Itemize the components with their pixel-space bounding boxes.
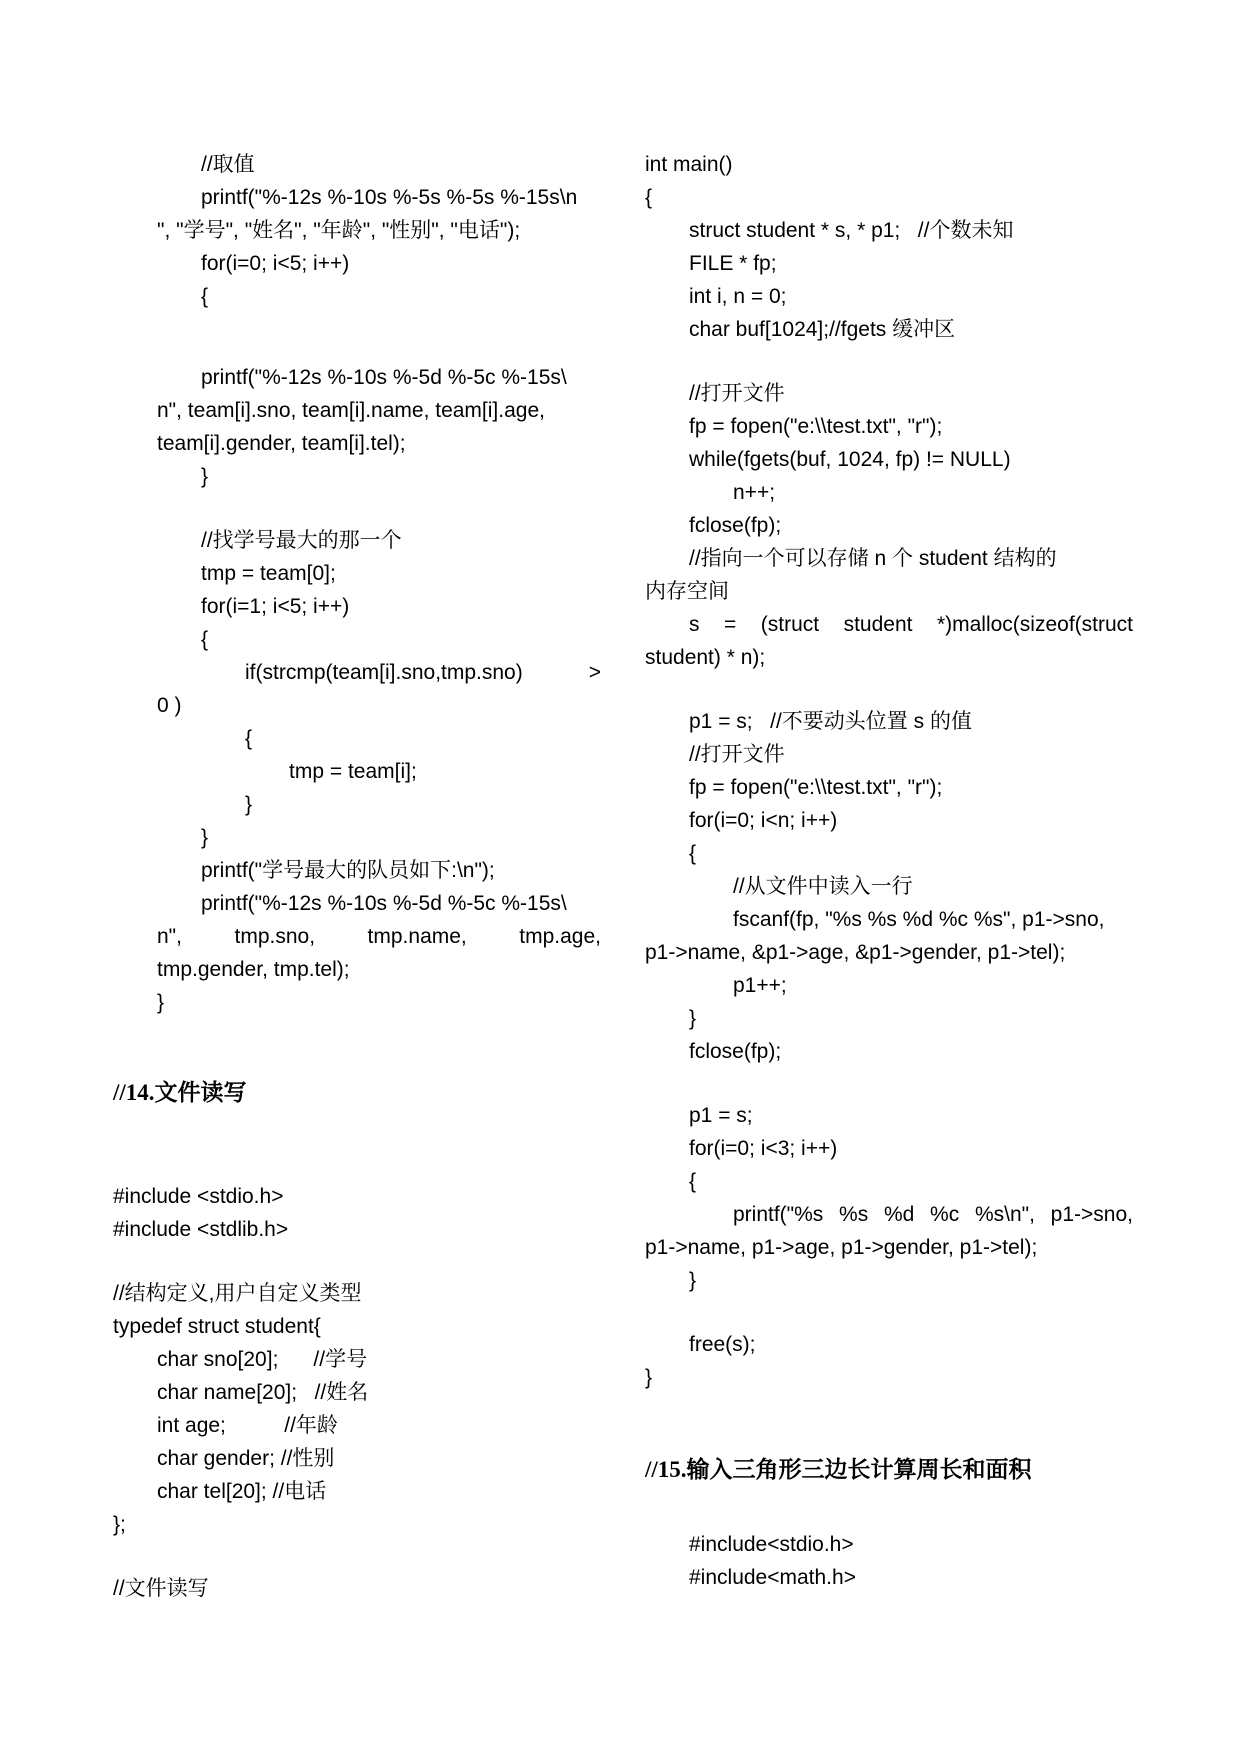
code-line: for(i=0; i<5; i++) [201, 252, 350, 275]
code-line: team[i].gender, team[i].tel); [157, 432, 406, 455]
code-line: } [245, 793, 253, 816]
code-line: fclose(fp); [689, 1040, 782, 1063]
code-line: #include<math.h> [689, 1566, 856, 1589]
code-line: if(strcmp(team[i].sno,tmp.sno) > [245, 661, 601, 684]
code-line: } [201, 465, 209, 488]
code-line: } [689, 1269, 697, 1292]
code-line: char tel[20]; //电话 [157, 1480, 327, 1503]
code-line: printf("%s %s %d %c %s\n", p1->sno, [733, 1203, 1133, 1226]
code-line: fp = fopen("e:\\test.txt", "r"); [689, 776, 943, 799]
code-line: }; [113, 1513, 126, 1536]
code-line: int i, n = 0; [689, 285, 787, 308]
code-line: //打开文件 [689, 382, 785, 405]
code-line: { [201, 285, 209, 308]
code-line: typedef struct student{ [113, 1315, 321, 1338]
code-line: //结构定义,用户自定义类型 [113, 1282, 362, 1305]
code-line: { [201, 628, 209, 651]
code-line: #include <stdio.h> [113, 1185, 284, 1208]
code-line: tmp = team[0]; [201, 562, 336, 585]
code-line: printf("学号最大的队员如下:\n"); [201, 859, 495, 882]
code-line: //取值 [201, 153, 255, 176]
code-line: int main() [645, 153, 733, 176]
code-line: p1->name, &p1->age, &p1->gender, p1->tel); [645, 941, 1066, 964]
code-line: p1->name, p1->age, p1->gender, p1->tel); [645, 1236, 1038, 1259]
code-line: } [645, 1366, 653, 1389]
code-line: 0 ) [157, 694, 182, 717]
code-line: { [689, 842, 697, 865]
code-line: n++; [733, 481, 776, 504]
code-line: char name[20]; //姓名 [157, 1381, 369, 1404]
code-line: int age; //年龄 [157, 1414, 338, 1437]
code-line: #include<stdio.h> [689, 1533, 854, 1556]
code-line: free(s); [689, 1333, 756, 1356]
code-line: fclose(fp); [689, 514, 782, 537]
code-line: //从文件中读入一行 [733, 875, 913, 898]
code-line: p1 = s; [689, 1104, 753, 1127]
section-heading: //14.文件读写 [113, 1080, 247, 1105]
code-line: 内存空间 [645, 580, 729, 603]
code-line: //找学号最大的那一个 [201, 529, 402, 552]
code-line: { [245, 727, 253, 750]
code-line: char gender; //性别 [157, 1447, 335, 1470]
code-line: printf("%-12s %-10s %-5d %-5c %-15s\ [201, 892, 567, 915]
code-line: } [689, 1007, 697, 1030]
code-line: char sno[20]; //学号 [157, 1348, 368, 1371]
code-line: p1++; [733, 974, 787, 997]
code-line: for(i=0; i<3; i++) [689, 1137, 838, 1160]
code-line: student) * n); [645, 646, 766, 669]
code-line: printf("%-12s %-10s %-5d %-5c %-15s\ [201, 366, 567, 389]
code-line: n", tmp.sno, tmp.name, tmp.age, [157, 925, 601, 948]
section-heading: //15.输入三角形三边长计算周长和面积 [645, 1457, 1032, 1482]
code-line: struct student * s, * p1; //个数未知 [689, 219, 1014, 242]
code-line: char buf[1024];//fgets 缓冲区 [689, 318, 956, 341]
code-line: for(i=0; i<n; i++) [689, 809, 838, 832]
code-line: printf("%-12s %-10s %-5s %-5s %-15s\n [201, 186, 578, 209]
code-line: tmp.gender, tmp.tel); [157, 958, 350, 981]
code-line: ", "学号", "姓名", "年龄", "性别", "电话"); [157, 219, 521, 242]
code-line: tmp = team[i]; [289, 760, 417, 783]
code-line: fscanf(fp, "%s %s %d %c %s", p1->sno, [733, 908, 1105, 931]
code-line: for(i=1; i<5; i++) [201, 595, 350, 618]
code-line: #include <stdlib.h> [113, 1218, 289, 1241]
code-line: { [645, 186, 653, 209]
code-line: FILE * fp; [689, 252, 777, 275]
code-line: //文件读写 [113, 1577, 209, 1600]
code-line: } [201, 826, 209, 849]
code-line: //打开文件 [689, 743, 785, 766]
code-line: fp = fopen("e:\\test.txt", "r"); [689, 415, 943, 438]
code-line: s = (struct student *)malloc(sizeof(struct [689, 613, 1133, 636]
code-line: { [689, 1170, 697, 1193]
code-line: p1 = s; //不要动头位置 s 的值 [689, 710, 972, 733]
code-line: //指向一个可以存储 n 个 student 结构的 [689, 547, 1057, 570]
code-line: } [157, 991, 165, 1014]
code-line: while(fgets(buf, 1024, fp) != NULL) [689, 448, 1011, 471]
code-line: n", team[i].sno, team[i].name, team[i].age, [157, 399, 545, 422]
